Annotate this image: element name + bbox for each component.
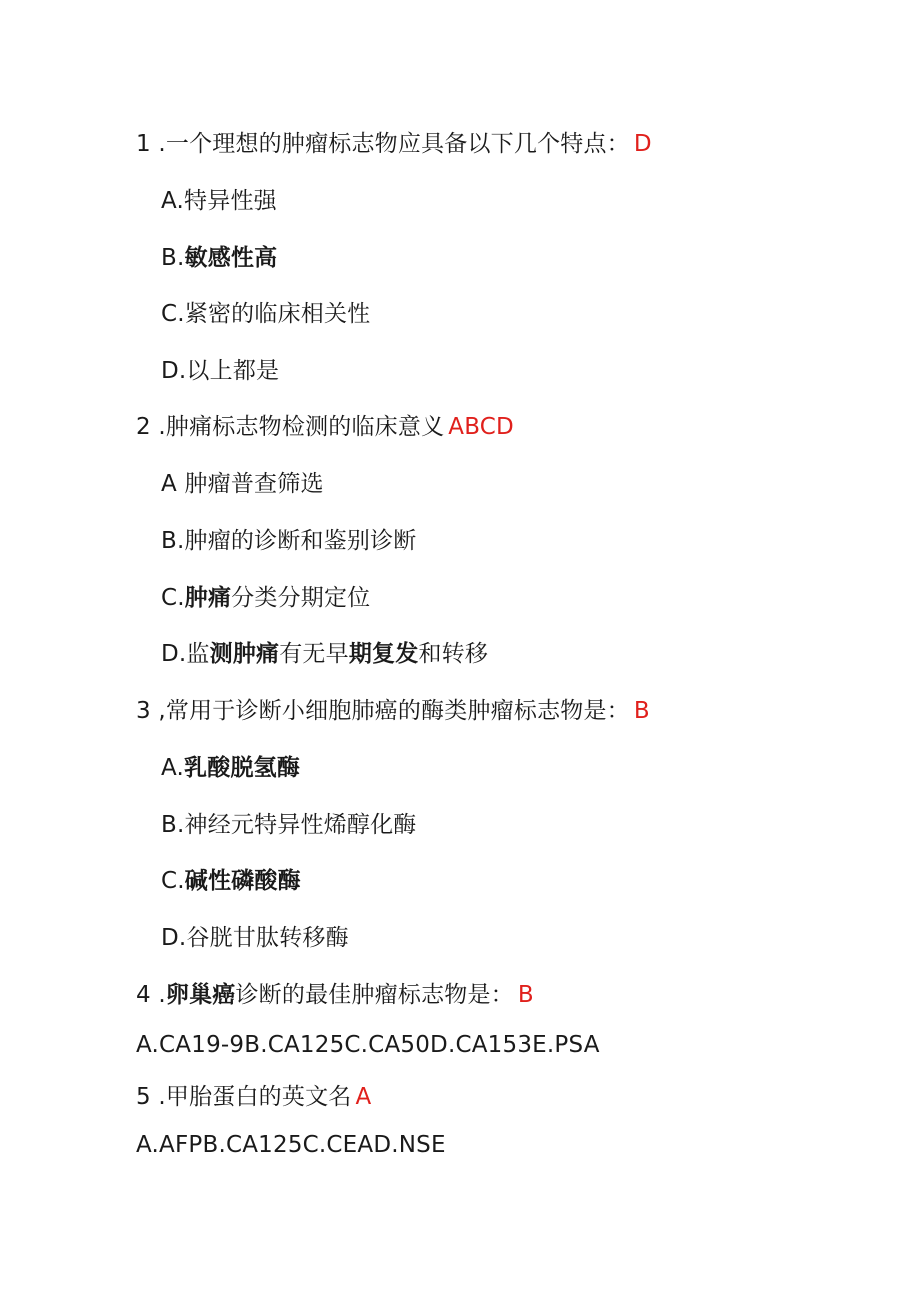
question-number: 5 (136, 1084, 151, 1110)
option-a (161, 469, 324, 499)
option-text: B.神经元特异性烯醇化酶 (161, 812, 417, 838)
answer-key: ABCD (448, 414, 514, 440)
option-text: C.紧密的临床相关性 (161, 301, 371, 327)
options-line: A.AFPB.CA125C.CEAD.NSE (136, 1132, 446, 1158)
question-text: 甲胎蛋白的英文名 (165, 1084, 352, 1110)
option-letter: C. (161, 585, 185, 611)
question-number: 3 (136, 698, 151, 724)
option-bold-text: 肿痛 (184, 585, 232, 611)
option-text: A 肿瘤普查筛选 (161, 471, 324, 497)
option-text: D.以上都是 (161, 358, 280, 384)
option-bold-text: 敏感性高 (184, 245, 278, 271)
question-number: 2 (136, 414, 151, 440)
option-text: 和转移 (418, 641, 489, 667)
option-text: A.特异性强 (161, 188, 277, 214)
question-text: 一个理想的肿瘤标志物应具备以下几个特点： (165, 131, 630, 157)
option-bold-text: 碱性磷酸酶 (184, 868, 301, 894)
option-bold-text: 测肿痛 (209, 641, 280, 667)
option-a (161, 186, 277, 216)
question-4 (136, 980, 534, 1010)
option-d (161, 923, 349, 953)
question-text: 诊断的最佳肿瘤标志物是： (235, 982, 514, 1008)
question-separator: . (150, 131, 166, 157)
question-text: 常用于诊断小细胞肺癌的酶类肿瘤标志物是： (165, 698, 630, 724)
question-text: 肿痛标志物检测的临床意义 (165, 414, 445, 440)
option-text: D.谷胱甘肽转移酶 (161, 925, 349, 951)
answer-key: A (355, 1084, 372, 1110)
option-c (161, 583, 370, 613)
option-bold-text: 乳酸脱氢酶 (184, 755, 301, 781)
option-d (161, 639, 488, 669)
question-number: 4 (136, 982, 151, 1008)
options-line: A.CA19-9B.CA125C.CA50D.CA153E.PSA (136, 1032, 600, 1058)
option-b (161, 526, 417, 556)
question-bold-lead: 卵巢癌 (165, 982, 236, 1008)
answer-key: D (633, 131, 652, 157)
question-separator: . (150, 414, 166, 440)
question-number: 1 (136, 131, 151, 157)
answer-key: B (633, 698, 650, 724)
option-text: 分类分期定位 (231, 585, 371, 611)
option-d (161, 356, 279, 386)
question-separator: . (150, 1084, 166, 1110)
question-3 (136, 696, 650, 726)
question-2 (136, 412, 514, 442)
option-c (161, 866, 301, 896)
question-5 (136, 1082, 371, 1112)
option-a (161, 753, 300, 783)
option-b (161, 243, 277, 273)
question-separator: , (150, 698, 166, 724)
option-text: B.肿瘤的诊断和鉴别诊断 (161, 528, 417, 554)
option-letter: C. (161, 868, 185, 894)
option-b (161, 810, 417, 840)
option-c (161, 299, 370, 329)
option-letter: A. (161, 755, 185, 781)
option-bold-text: 期复发 (348, 641, 419, 667)
question-separator: . (150, 982, 166, 1008)
option-letter: D.监 (161, 641, 210, 667)
question-1 (136, 129, 652, 159)
option-text: 有无早 (279, 641, 349, 667)
option-letter: B. (161, 245, 185, 271)
answer-key: B (517, 982, 534, 1008)
